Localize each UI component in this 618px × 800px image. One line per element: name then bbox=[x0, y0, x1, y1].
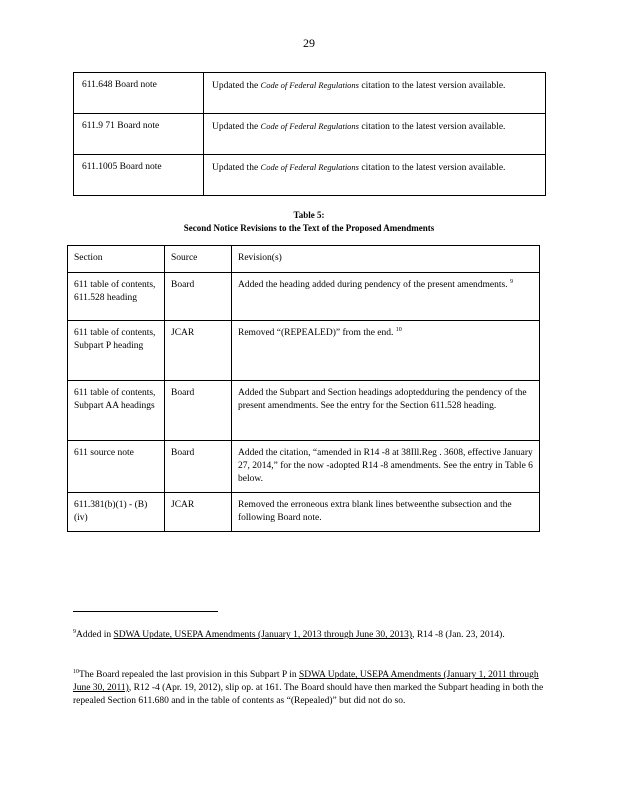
section-cell: 611.648 Board note bbox=[74, 73, 204, 114]
table-row bbox=[68, 493, 540, 532]
footnote-divider bbox=[73, 611, 218, 612]
revision-cell: Updated the Code of Federal Regulations citation to the latest version available. bbox=[204, 114, 546, 155]
revision-cell: Added the citation, “amended in R14 -8 at 38Ill.Reg . 3608, effective January 27, 2014,” for the now -adopted R14 -8 amendments. See the entry in Table 6 below. bbox=[232, 441, 540, 493]
source-cell: Board bbox=[165, 381, 232, 441]
footnote-ref: 9 bbox=[509, 278, 513, 285]
section-cell: 611.381(b)(1) - (B)(iv) bbox=[68, 493, 165, 532]
footnote-10: $^{10}$The Board repealed the last provision in this Subpart P in SDWA Update, USEPA Amendments (January 1, 2011 through June 30, 2011), R12 -4 (Apr. 19, 2012), slip op. at 161. The Board should have then marked the Subpart heading in both the repealed Section 611.680 and in the table of contents as “(Repealed)” but did not do so. bbox=[73, 668, 544, 706]
table-row bbox=[74, 155, 546, 196]
table-row bbox=[68, 273, 540, 321]
table-row bbox=[68, 321, 540, 381]
section-cell: 611 table of contents, Subpart P heading bbox=[68, 321, 165, 381]
section-cell: 611 table of contents, 611.528 heading bbox=[68, 273, 165, 321]
header-revision: Revision(s) bbox=[232, 246, 540, 273]
footnote-9: $^9$Added in SDWA Update, USEPA Amendments (January 1, 2013 through June 30, 2013), R14 -8 (Jan. 23, 2014). bbox=[73, 628, 505, 640]
page-number: 29 bbox=[303, 36, 315, 50]
revision-cell: Updated the Code of Federal Regulations citation to the latest version available. bbox=[204, 73, 546, 114]
table-revisions-continued bbox=[73, 72, 546, 196]
source-cell: JCAR bbox=[165, 321, 232, 381]
header-section: Section bbox=[68, 246, 165, 273]
section-cell: 611 source note bbox=[68, 441, 165, 493]
section-cell: 611 table of contents, Subpart AA headings bbox=[68, 381, 165, 441]
revision-cell: Removed “(REPEALED)” from the end. $^{10}$ bbox=[232, 321, 540, 381]
table-caption-title: Second Notice Revisions to the Text of the Proposed Amendments bbox=[183, 223, 435, 233]
revision-cell: Updated the Code of Federal Regulations citation to the latest version available. bbox=[204, 155, 546, 196]
header-source: Source bbox=[165, 246, 232, 273]
source-cell: Board bbox=[165, 441, 232, 493]
footnote-ref: 10 bbox=[395, 326, 402, 333]
section-cell: 611.9 71 Board note bbox=[74, 114, 204, 155]
table-row bbox=[74, 114, 546, 155]
table-second-notice-revisions bbox=[67, 245, 540, 532]
table-header-row bbox=[68, 246, 540, 273]
source-cell: Board bbox=[165, 273, 232, 321]
revision-cell: Removed the erroneous extra blank lines betweenthe subsection and the following Board note. bbox=[232, 493, 540, 532]
revision-cell: Added the Subpart and Section headings adoptedduring the pendency of the present amendments. See the entry for the Section 611.528 heading. bbox=[232, 381, 540, 441]
table-caption-number: Table 5: bbox=[293, 210, 325, 220]
revision-cell: Added the heading added during pendency of the present amendments. $^9$ bbox=[232, 273, 540, 321]
table-row bbox=[68, 381, 540, 441]
table-row bbox=[68, 441, 540, 493]
table-row bbox=[74, 73, 546, 114]
section-cell: 611.1005 Board note bbox=[74, 155, 204, 196]
source-cell: JCAR bbox=[165, 493, 232, 532]
